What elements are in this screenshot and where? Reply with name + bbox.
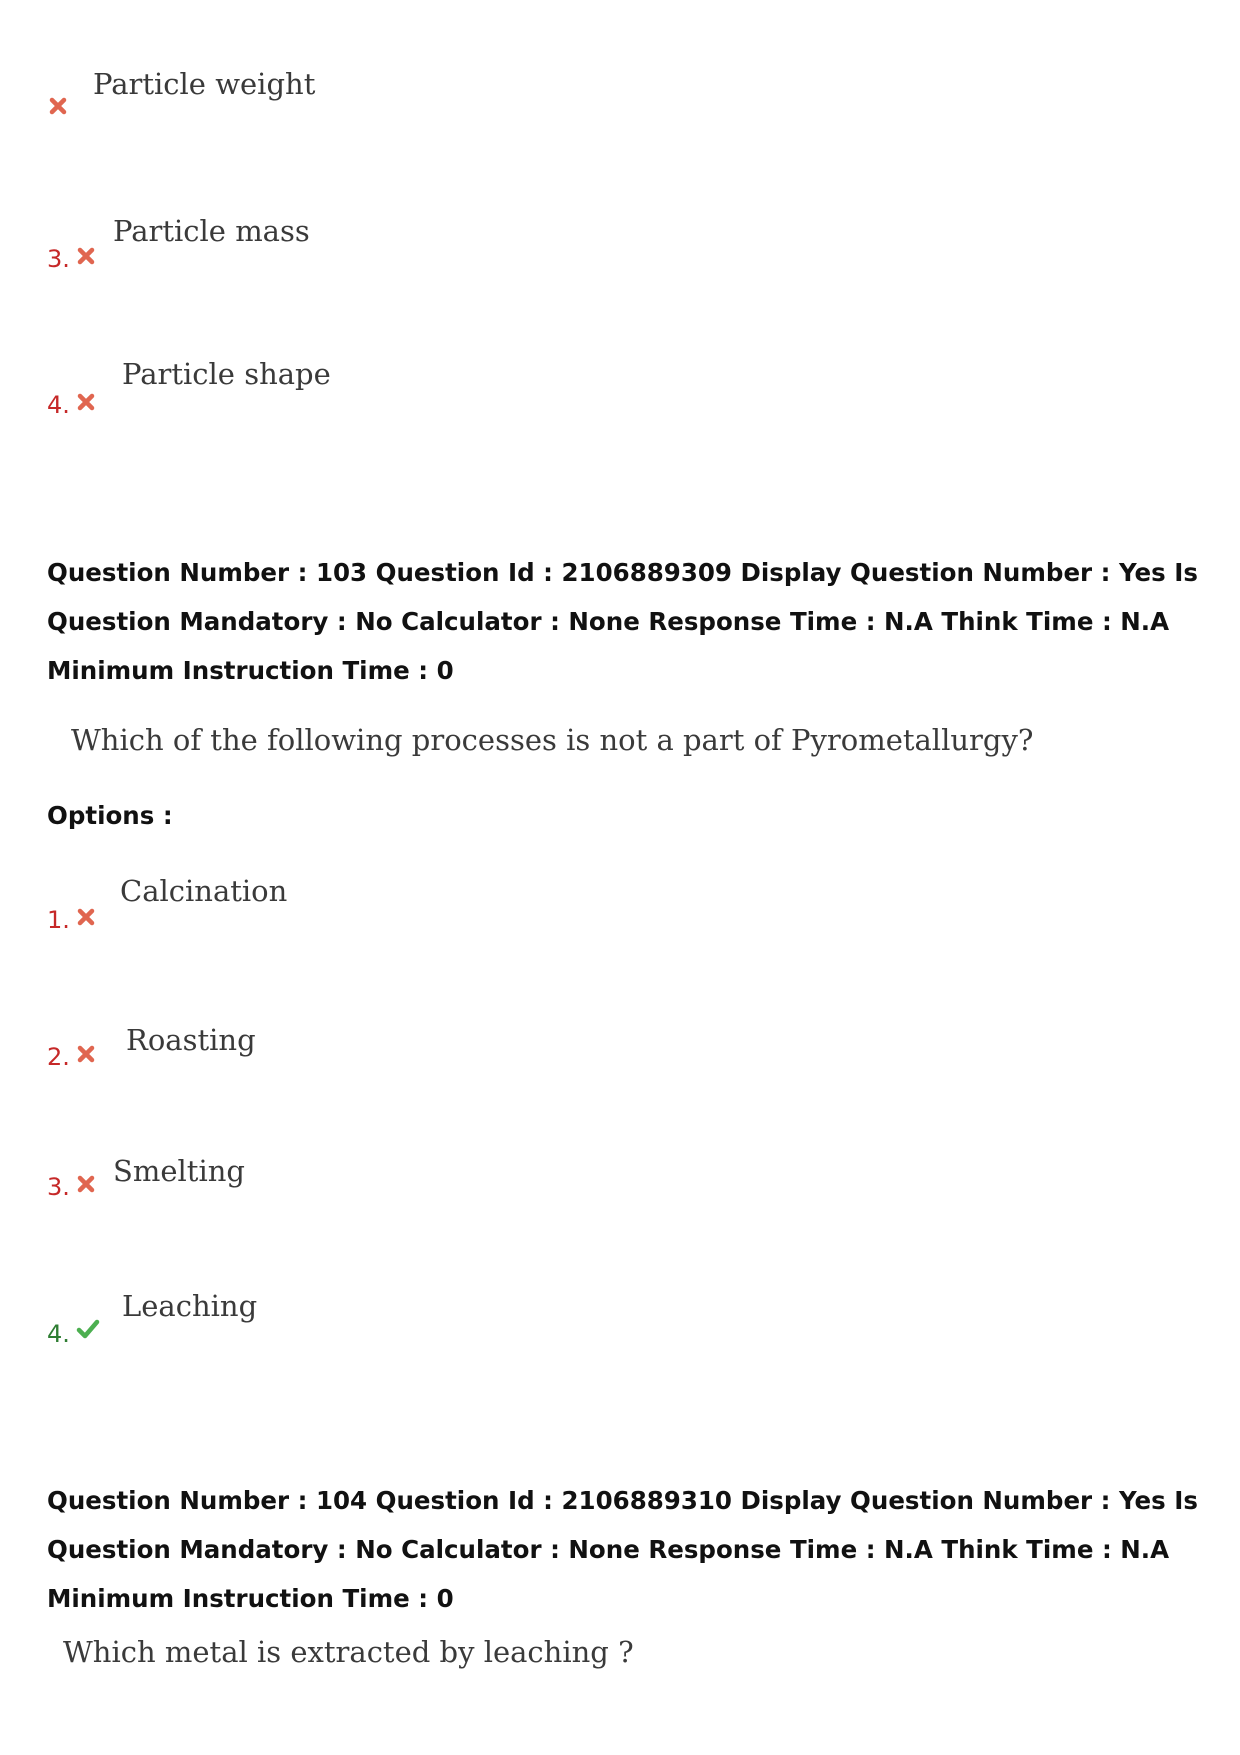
question-text: Which of the following processes is not a part of Pyrometallurgy? (71, 723, 1034, 757)
checkmark-icon (76, 1318, 100, 1340)
cross-icon (76, 1174, 96, 1194)
question-meta: Question Number : 104 Question Id : 2106889310 Display Question Number : Yes Is Question Mandatory : No Calculator : None Response Time : N.A Think Time : N.A Minimum Instruction Time : 0 (47, 1486, 1198, 1613)
cross-icon (76, 246, 96, 266)
option-text: Particle shape (122, 357, 331, 391)
cross-icon (76, 1044, 96, 1064)
cross-icon (76, 907, 96, 927)
option-number: 2. (47, 1043, 70, 1071)
option-number: 4. (47, 391, 70, 419)
question-meta: Question Number : 103 Question Id : 2106889309 Display Question Number : Yes Is Question Mandatory : No Calculator : None Response Time : N.A Think Time : N.A Minimum Instruction Time : 0 (47, 558, 1198, 685)
cross-icon (48, 96, 68, 116)
option-text: Particle weight (93, 67, 316, 101)
option-number: 1. (47, 906, 70, 934)
options-label: Options : (47, 801, 173, 830)
option-number: 3. (47, 1173, 70, 1201)
option-text: Roasting (126, 1023, 256, 1057)
question-text: Which metal is extracted by leaching ? (63, 1635, 634, 1669)
option-number: 3. (47, 245, 70, 273)
option-text: Smelting (113, 1154, 245, 1188)
option-text: Leaching (122, 1289, 258, 1323)
option-number: 4. (47, 1320, 70, 1348)
option-text: Particle mass (113, 214, 310, 248)
option-text: Calcination (120, 874, 288, 908)
cross-icon (76, 392, 96, 412)
